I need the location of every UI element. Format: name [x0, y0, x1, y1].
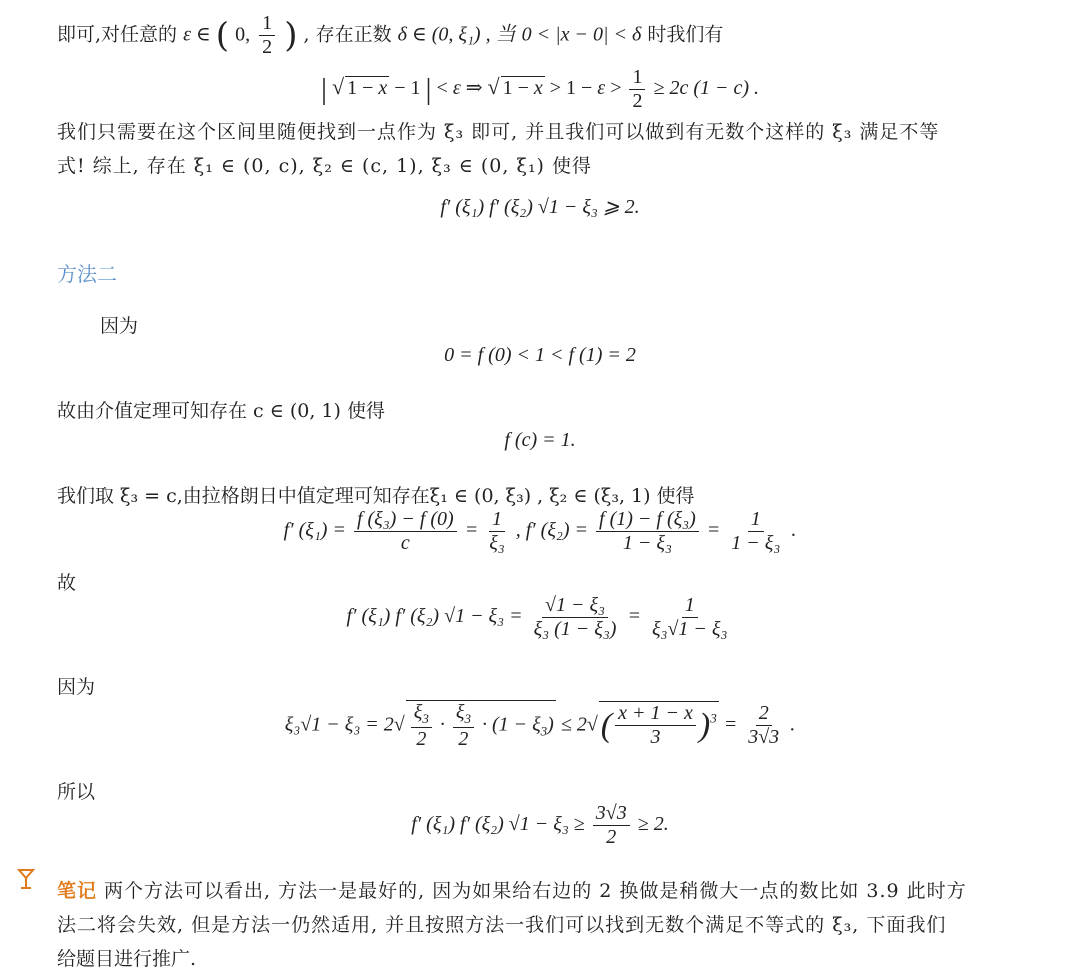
note-icon: [16, 866, 36, 892]
paragraph-lagrange: 我们取 ξ₃ = c,由拉格朗日中值定理可知存在ξ₁ ∈ (0, ξ₃) , ξ₂ ∈ (ξ₃, 1) 使得: [57, 485, 695, 507]
equation-3: 0 = f (0) < 1 < f (1) = 2: [444, 344, 636, 366]
note-line-2: 法二将会失效, 但是方法一仍然适用, 并且按照方法一我们可以找到无数个满足不等式的 ξ₃, 下面我们: [57, 914, 947, 936]
equation-4: f (c) = 1.: [504, 429, 576, 451]
equation-2: f′ (ξ₁) f′ (ξ₂) √1 − ξ₃ ⩾ 2.: [440, 196, 640, 218]
equation-8: f′ (ξ₁) f′ (ξ₂) √1 − ξ₃ ≥ $\frac{3√3}{2}$ ≥ 2.: [411, 802, 669, 848]
paragraph-therefore: 故: [57, 572, 77, 594]
equation-1: | √ 1 − x − 1 | < ε ⇒ √ 1 − x > 1 − ε > $\frac{1}{2}$ ≥ 2c (1 − c) .: [320, 66, 760, 112]
note-label: 笔记: [57, 880, 98, 902]
paragraph-2-line-2: 式! 综上, 存在 ξ₁ ∈ (0, c), ξ₂ ∈ (c, 1), ξ₃ ∈ (0, ξ₁) 使得: [57, 155, 593, 177]
paragraph-ivt: 故由介值定理可知存在 c ∈ (0, 1) 使得: [57, 400, 385, 422]
paragraph-so: 所以: [57, 781, 96, 803]
equation-6: f′ (ξ₁) f′ (ξ₂) √1 − ξ₃ = $\frac{\text{√1 − ξ₃}}{\text{ξ₃ (1 − ξ₃)}}$ = $\frac{1}{\text{ξ₃√1 − ξ₃}}$: [346, 594, 728, 640]
equation-5: f′ (ξ₁) = $\frac{\text{f (ξ₃) − f (0)}}{c}$ = $\frac{1}{\text{ξ₃}}$ , f′ (ξ₂) = $\frac{\text{f (1) − f (ξ₃)}}{\text{1 − ξ₃}}$ = $\frac{1}{\text{1 − ξ₃}}$ .: [283, 508, 797, 554]
paragraph-because-2: 因为: [57, 676, 96, 698]
paragraph-2-line-1: 我们只需要在这个区间里随便找到一点作为 ξ₃ 即可, 并且我们可以做到有无数个这样的 ξ₃ 满足不等: [57, 121, 940, 143]
note-line-1: 笔记 两个方法可以看出, 方法一是最好的, 因为如果给右边的 2 换做是稍微大一点的数比如 3.9 此时方: [57, 880, 967, 902]
section-heading-method-2: 方法二: [57, 262, 117, 286]
equation-7: ξ₃√1 − ξ₃ = 2√ $\frac{\xi_3}{2}$ · $\frac{\xi_3}{2}$ · $(1 - \xi_3) \le 2√$( $\frac{x + 1 - x}{3}$ )$^3$ = $\frac{2}{3√3}$ .: [284, 701, 796, 750]
paragraph-intro: 即可,对任意的 ε ∈ ( 0, $\frac{1}{2}$ ) , 存在正数 δ ∈ (0, ξ₁) , 当 0 < |x − 0| < δ 时我们有: [57, 12, 724, 58]
note-line-3: 给题目进行推广.: [57, 948, 197, 970]
fraction-half: $\frac{1}{2}$: [259, 12, 275, 59]
paragraph-because: 因为: [100, 315, 139, 337]
